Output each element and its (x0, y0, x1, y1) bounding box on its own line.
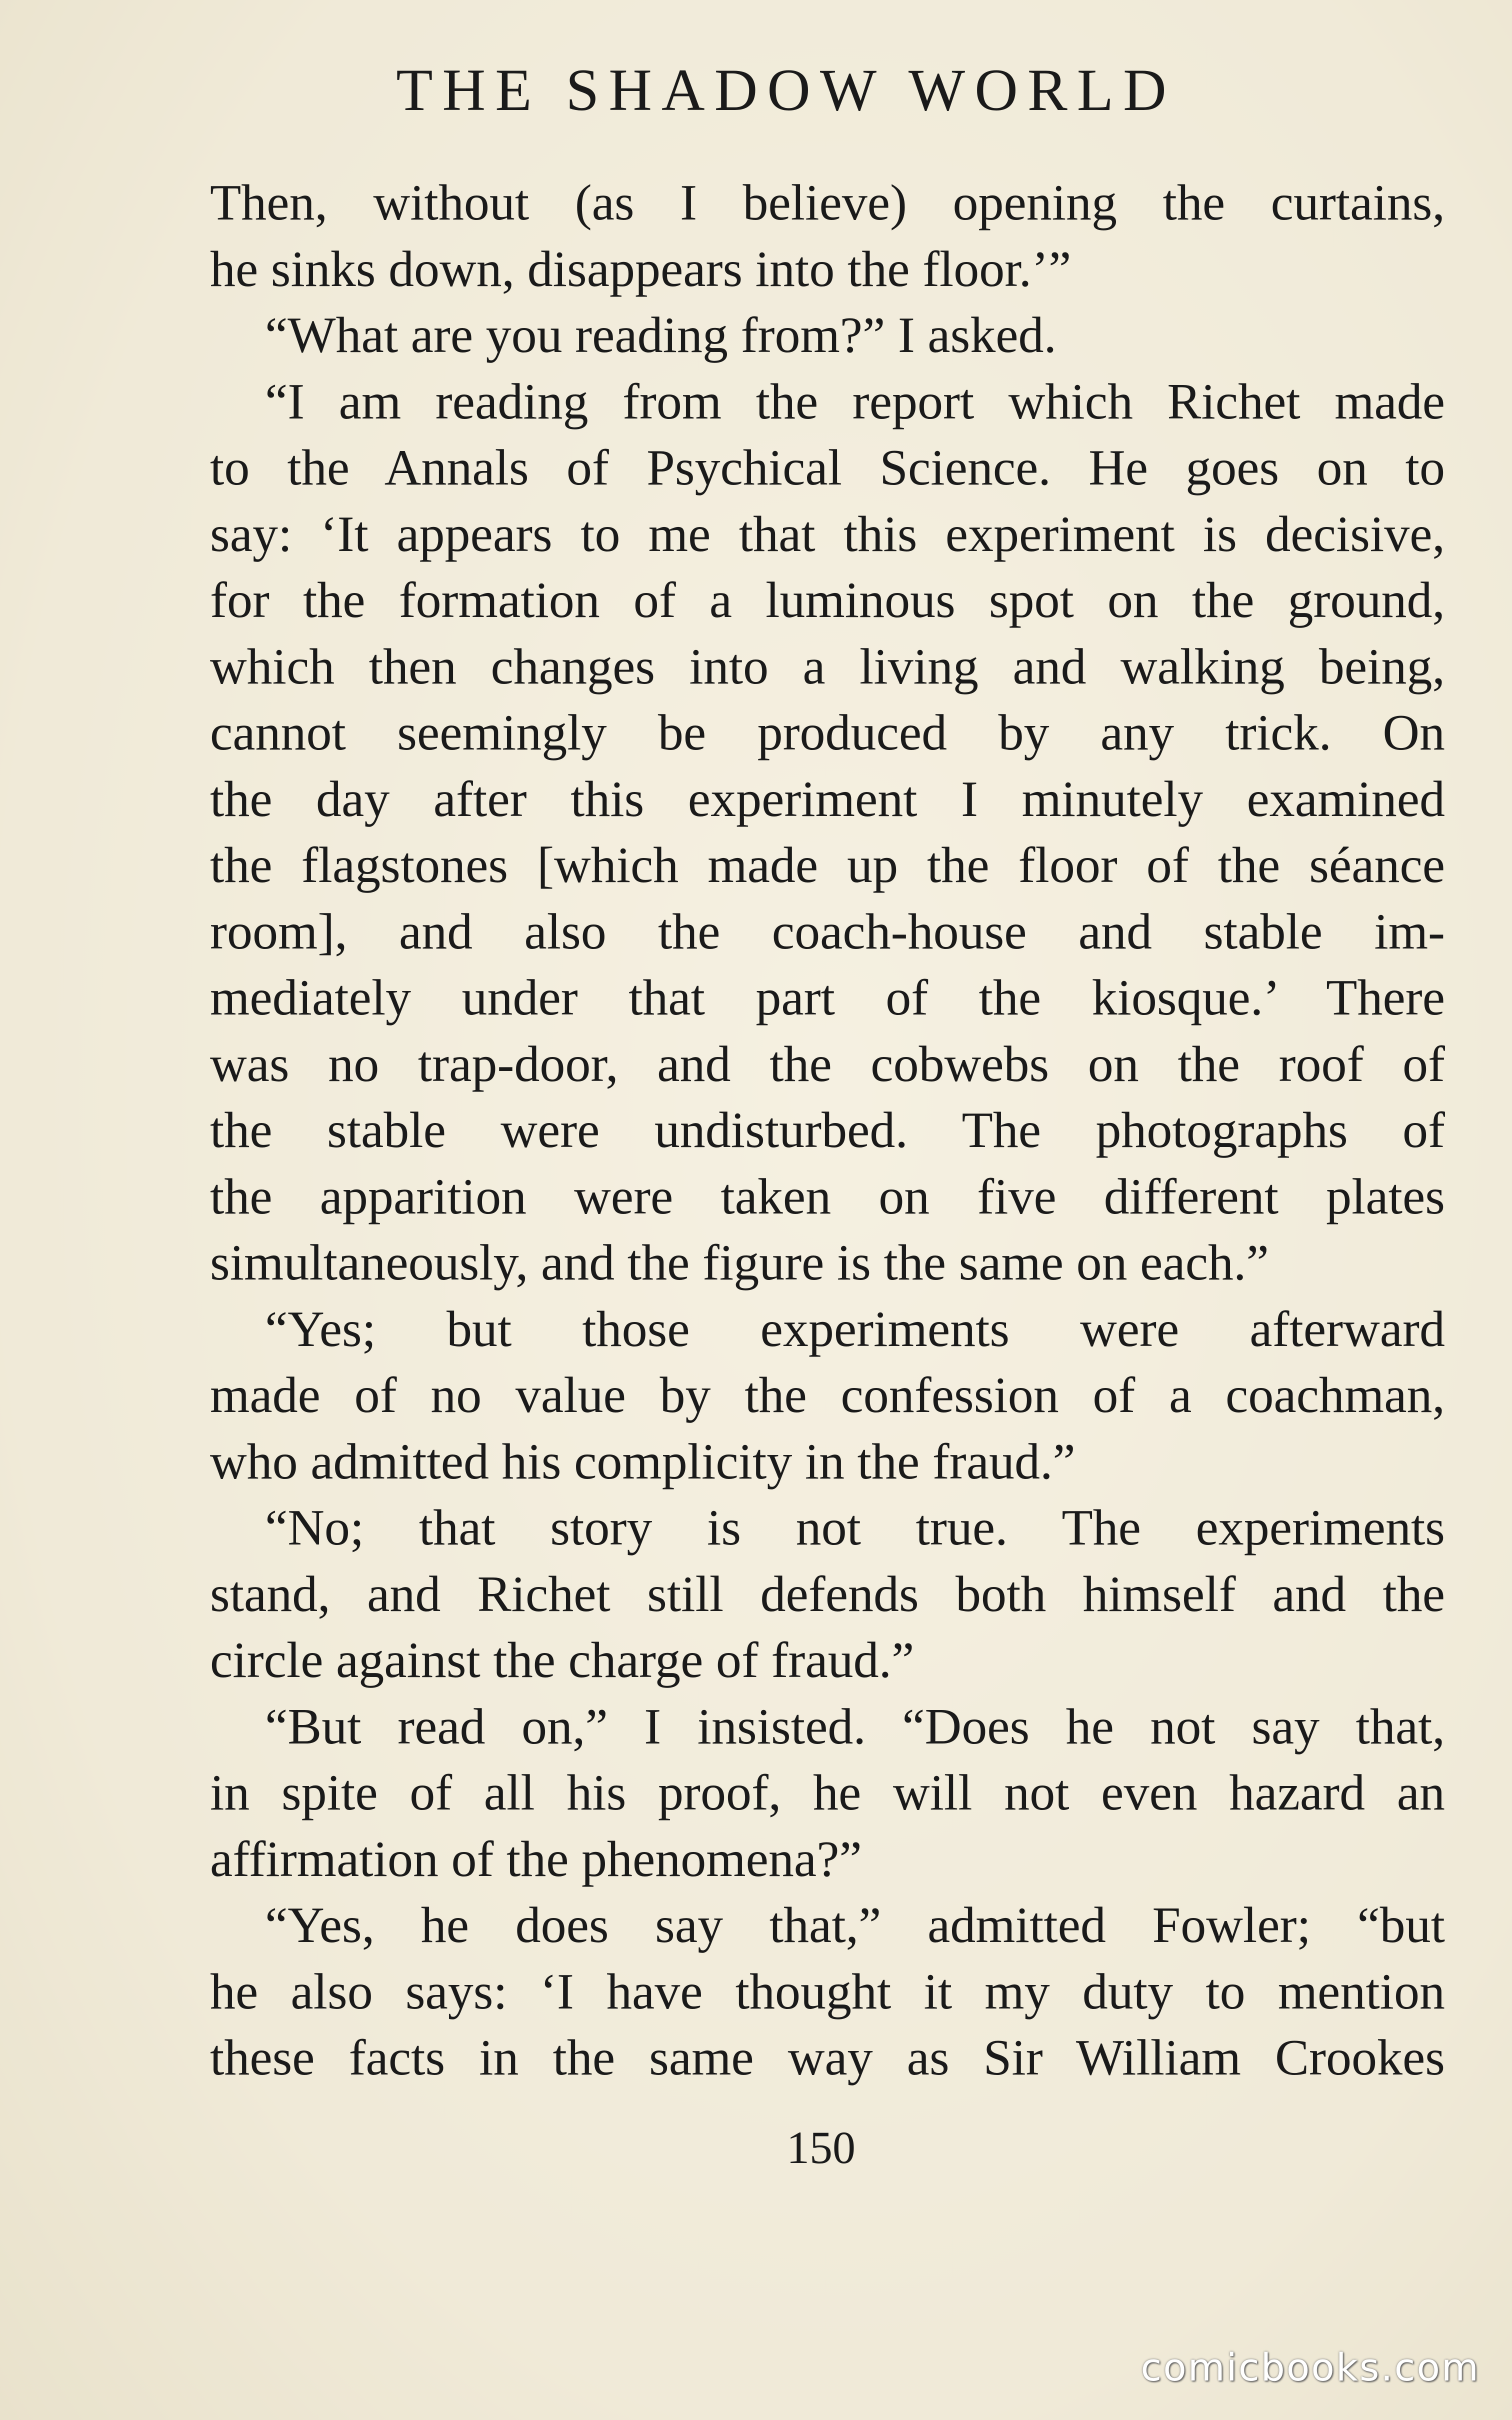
text-line: which then changes into a living and walking being, (210, 638, 1445, 695)
text-line: room], and also the coach-house and stable im- (210, 903, 1445, 960)
running-head-title: THE SHADOW WORLD (396, 56, 1176, 123)
text-line: “No; that story is not true. The experiments (265, 1500, 1445, 1556)
text-line: “What are you reading from?” I asked. (265, 307, 1057, 364)
text-line: affirmation of the phenomena?” (210, 1830, 862, 1888)
text-line: the apparition were taken on five different plates (210, 1168, 1445, 1225)
text-line: who admitted his complicity in the fraud.” (210, 1433, 1076, 1490)
text-line: “Yes, he does say that,” admitted Fowler; “but (265, 1897, 1445, 1954)
page-number: 150 (786, 2122, 856, 2173)
text-line: simultaneously, and the figure is the same on each.” (210, 1234, 1269, 1291)
text-line: for the formation of a luminous spot on the ground, (210, 572, 1445, 628)
text-line: was no trap-door, and the cobwebs on the roof of (210, 1036, 1445, 1092)
text-line: Then, without (as I believe) opening the curtains, (210, 174, 1445, 231)
text-line: stand, and Richet still defends both himself and the (210, 1566, 1445, 1622)
text-line: made of no value by the confession of a coachman, (210, 1367, 1445, 1424)
text-line: say: ‘It appears to me that this experiment is decisive, (210, 506, 1445, 562)
text-line: these facts in the same way as Sir William Crookes (210, 2030, 1445, 2086)
text-line: the stable were undisturbed. The photographs of (210, 1102, 1445, 1158)
text-line: he also says: ‘I have thought it my duty to mention (210, 1963, 1445, 2020)
text-line: “But read on,” I insisted. “Does he not say that, (265, 1698, 1445, 1755)
watermark-logo: comicbooks.com (1140, 2345, 1480, 2390)
text-line: to the Annals of Psychical Science. He goes on to (210, 440, 1445, 496)
text-line: in spite of all his proof, he will not even hazard an (210, 1764, 1445, 1821)
text-line: the flagstones [which made up the floor of the séance (210, 837, 1445, 894)
text-line: circle against the charge of fraud.” (210, 1632, 914, 1688)
text-line: he sinks down, disappears into the floor.’” (210, 240, 1072, 298)
text-line: mediately under that part of the kiosque.’ There (210, 970, 1445, 1026)
text-line: “Yes; but those experiments were afterward (265, 1300, 1445, 1358)
text-line: cannot seemingly be produced by any trick. On (210, 704, 1445, 761)
text-line: “I am reading from the report which Richet made (265, 373, 1445, 430)
body-text (210, 170, 1445, 2092)
text-line: the day after this experiment I minutely examined (210, 770, 1445, 828)
